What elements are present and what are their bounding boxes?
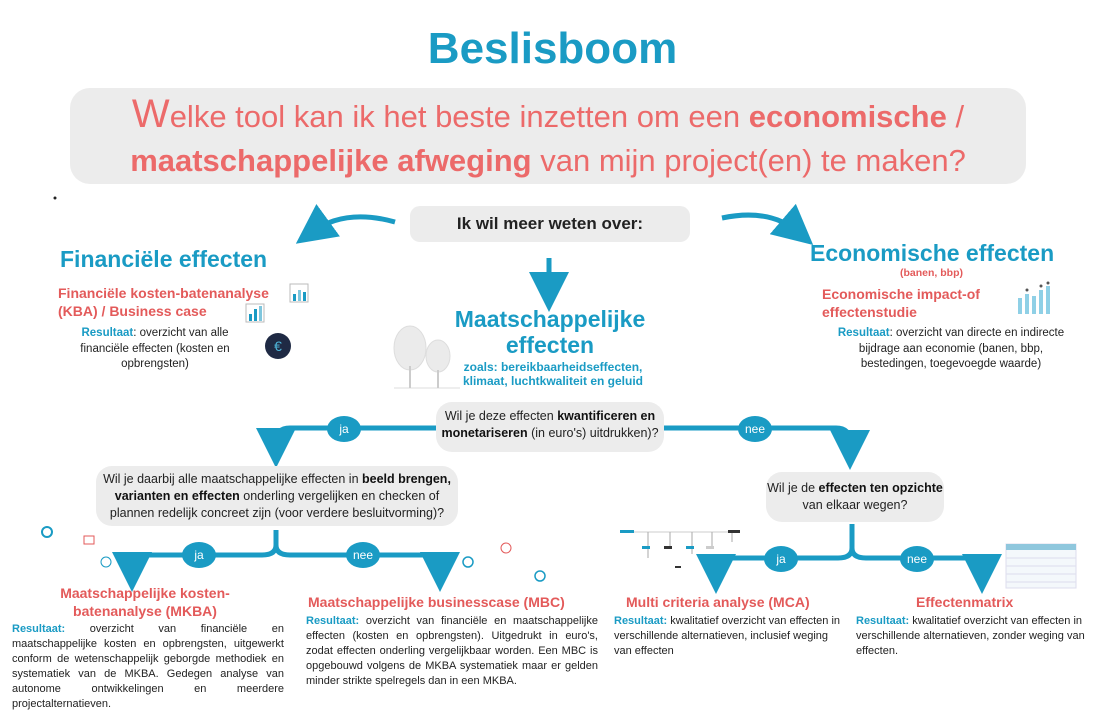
- mbc-result-text: overzicht van financiële en maatschappelijke effecten (kosten en opbrengsten). Uitgedrukt in euro's, zodat effecten onderling vergelijkbaar worden. Een MBC is opgebouwd volgens de MKBA systematiek maar er gelden minder strikte spelregels dan in een MKBA.: [306, 615, 598, 687]
- mca-result-label: Resultaat:: [614, 615, 668, 627]
- q3-bold: effecten ten opzichte: [818, 481, 943, 495]
- question-quantify: [436, 402, 664, 452]
- question-part2: /: [946, 99, 965, 134]
- q2-part2: onderling vergelijken en checken of plannen redelijk concreet zijn (voor verdere besluitvorming)?: [109, 489, 445, 520]
- mbc-heading: Maatschappelijke businesscase (MBC): [308, 594, 565, 610]
- mca-result: [614, 614, 844, 659]
- economic-heading: Economische effecten: [810, 240, 1055, 266]
- question-first-letter: W: [131, 92, 170, 136]
- badge-yes: ja: [327, 416, 361, 442]
- mbc-result-label: Resultaat:: [306, 615, 360, 627]
- intro-label: Ik wil meer weten over:: [410, 206, 690, 242]
- social-heading: Maatschappelijke effecten: [454, 306, 646, 358]
- arrow-to-financial: [312, 217, 395, 232]
- badge-no: nee: [900, 546, 934, 572]
- q2-part1: Wil je daarbij alle maatschappelijke effecten in: [103, 472, 363, 486]
- question-bold1: economische: [748, 99, 947, 134]
- financial-tool: Financiële kosten-batenanalyse (KBA) / Business case: [58, 285, 269, 319]
- mca-result-text: kwalitatief overzicht van effecten in verschillende alternatieven, inclusief weging van effecten: [614, 615, 841, 657]
- financial-result: [60, 326, 250, 373]
- mkba-result-label: Resultaat:: [12, 623, 66, 635]
- question-part3: van mijn project(en) te maken?: [531, 143, 966, 178]
- matrix-heading: Effectenmatrix: [916, 594, 1014, 610]
- economic-tool: Economische impact-of effectenstudie: [822, 286, 980, 320]
- mkba-heading: Maatschappelijke kosten-batenanalyse (MKBA): [60, 585, 230, 619]
- growth-chart-icon: [1018, 282, 1050, 315]
- question-bold2: maatschappelijke afweging: [130, 143, 532, 178]
- q1-bold: kwantificeren en monetariseren: [441, 409, 656, 440]
- question-part1: elke tool kan ik het beste inzetten om een: [169, 99, 749, 134]
- badge-yes: ja: [182, 542, 216, 568]
- badge-no: nee: [738, 416, 772, 442]
- q3-part2: van elkaar wegen?: [802, 498, 908, 512]
- financial-heading: Financiële effecten: [60, 246, 268, 272]
- economic-result-label: Resultaat: [837, 327, 890, 339]
- matrix-result: [856, 614, 1092, 659]
- mkba-result: [12, 622, 284, 712]
- stray-dot: [54, 197, 57, 200]
- bar-chart-icon: [290, 284, 308, 302]
- economic-result-text: : overzicht van directe en indirecte bijdrage aan economie (banen, bbp, bestedingen, toegevoegde waarde): [858, 327, 1065, 370]
- mbc-result: [306, 614, 598, 689]
- q2-bold1: beeld brengen, varianten en effecten: [114, 472, 451, 503]
- euro-coin-icon: €: [265, 333, 291, 359]
- q3-part1: Wil je de: [767, 481, 819, 495]
- social-examples: zoals: bereikbaarheidseffecten, klimaat, luchtkwaliteit en geluid: [462, 360, 644, 388]
- question-overview: [96, 466, 458, 526]
- q1-part1: Wil je deze effecten: [444, 409, 558, 423]
- matrix-table-icon: [1006, 544, 1076, 588]
- page-title: Beslisboom: [427, 24, 678, 73]
- economic-result: [826, 326, 1076, 373]
- matrix-result-text: kwalitatief overzicht van effecten in verschillende alternatieven, zonder weging van effecten.: [856, 615, 1085, 657]
- mkba-result-text: overzicht van financiële en maatschappelijke kosten en opbrengsten, uitgewerkt conform de wetenschappelijk geborgde methodiek en systematiek van de MKBA. Gedegen analyse van autonome ontwikkelingen en meerdere projectalternatieven.: [12, 623, 284, 710]
- mca-heading: Multi criteria analyse (MCA): [626, 594, 810, 610]
- economic-subheading: (banen, bbp): [900, 267, 963, 279]
- q1-part2: (in euro's) uitdrukken)?: [527, 426, 659, 440]
- matrix-result-label: Resultaat:: [856, 615, 910, 627]
- main-question: [70, 92, 1026, 183]
- question-weigh: [766, 472, 944, 522]
- financial-result-text: : overzicht van alle financiële effecten (kosten en opbrengsten): [80, 327, 230, 370]
- financial-result-label: Resultaat: [81, 327, 134, 339]
- badge-no: nee: [346, 542, 380, 568]
- badge-yes: ja: [764, 546, 798, 572]
- arrow-to-economic: [722, 215, 798, 232]
